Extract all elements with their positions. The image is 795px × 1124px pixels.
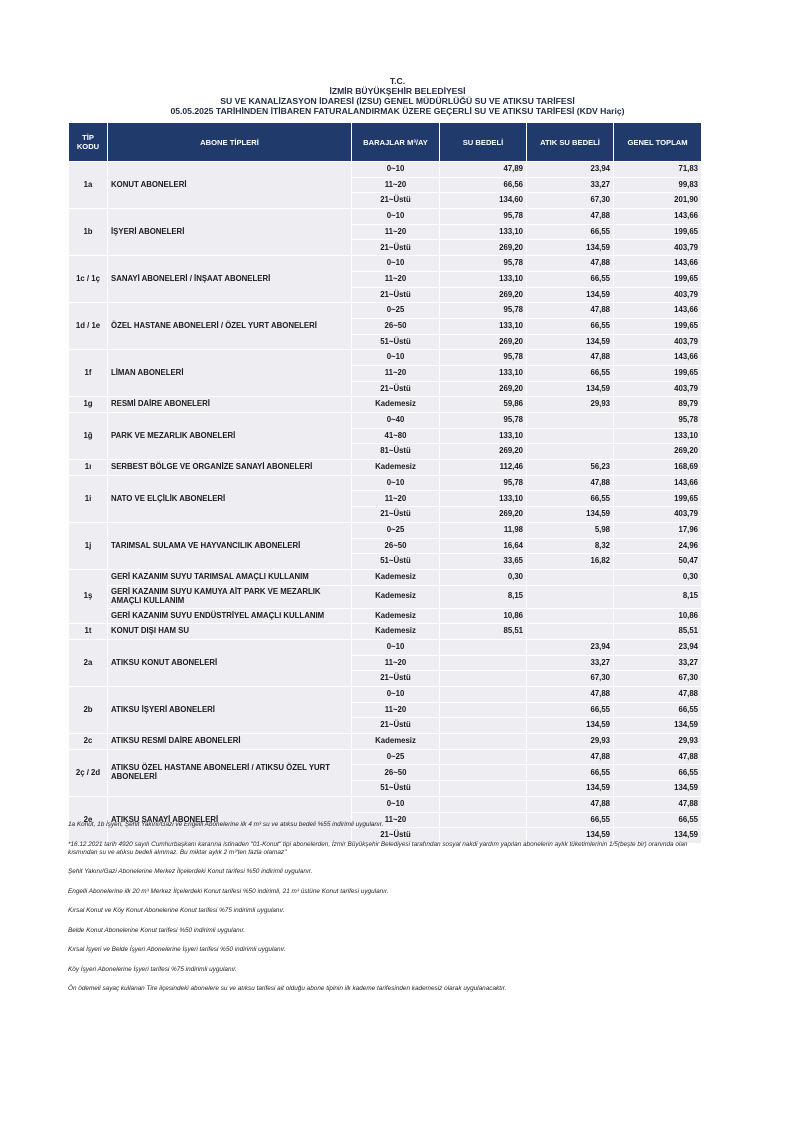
usage-range: 0~10 — [352, 162, 440, 178]
tip-code: 1f — [69, 350, 108, 397]
wastewater-price: 134,59 — [527, 828, 614, 844]
wastewater-price: 134,59 — [527, 507, 614, 523]
water-price: 66,56 — [440, 177, 527, 193]
wastewater-price: 66,55 — [527, 702, 614, 718]
subscriber-type: LİMAN ABONELERİ — [108, 350, 352, 397]
total-price: 134,59 — [614, 718, 702, 734]
water-price: 133,10 — [440, 271, 527, 287]
table-row — [69, 585, 702, 608]
wastewater-price: 47,88 — [527, 687, 614, 703]
total-price: 50,47 — [614, 554, 702, 570]
usage-range: 11~20 — [352, 365, 440, 381]
wastewater-price: 47,88 — [527, 749, 614, 765]
wastewater-price: 66,55 — [527, 224, 614, 240]
wastewater-price: 66,55 — [527, 765, 614, 781]
usage-range: 51~Üstü — [352, 334, 440, 350]
total-price: 403,79 — [614, 287, 702, 303]
water-price: 95,78 — [440, 209, 527, 225]
water-price: 134,60 — [440, 193, 527, 209]
total-price: 17,96 — [614, 522, 702, 538]
total-price: 143,66 — [614, 475, 702, 491]
usage-range: 21~Üstü — [352, 240, 440, 256]
wastewater-price: 47,88 — [527, 475, 614, 491]
total-price: 199,65 — [614, 224, 702, 240]
usage-range: 11~20 — [352, 491, 440, 507]
usage-range: 0~25 — [352, 522, 440, 538]
water-price — [440, 781, 527, 797]
wastewater-price: 16,82 — [527, 554, 614, 570]
water-price: 269,20 — [440, 287, 527, 303]
wastewater-price: 67,30 — [527, 671, 614, 687]
tip-code: 1i — [69, 475, 108, 522]
water-price — [440, 639, 527, 655]
total-price: 143,66 — [614, 209, 702, 225]
total-price: 168,69 — [614, 460, 702, 476]
total-price: 66,55 — [614, 812, 702, 828]
wastewater-price: 47,88 — [527, 796, 614, 812]
wastewater-price: 134,59 — [527, 718, 614, 734]
table-row — [69, 608, 702, 624]
document-header — [0, 76, 795, 116]
usage-range: 11~20 — [352, 655, 440, 671]
usage-range: 0~10 — [352, 687, 440, 703]
table-row — [69, 639, 702, 655]
total-price: 269,20 — [614, 444, 702, 460]
total-price: 133,10 — [614, 428, 702, 444]
water-price: 133,10 — [440, 318, 527, 334]
subscriber-type: KONUT ABONELERİ — [108, 162, 352, 209]
wastewater-price: 66,55 — [527, 491, 614, 507]
water-price — [440, 718, 527, 734]
table-row — [69, 162, 702, 178]
tip-code: 1d / 1e — [69, 303, 108, 350]
wastewater-price: 29,93 — [527, 734, 614, 750]
wastewater-price: 29,93 — [527, 397, 614, 413]
usage-range: 21~Üstü — [352, 507, 440, 523]
total-price: 143,66 — [614, 303, 702, 319]
header-line-3: SU VE KANALİZASYON İDARESİ (İZSU) GENEL MÜDÜRLÜĞÜ SU VE ATIKSU TARİFESİ — [220, 96, 575, 106]
total-price: 199,65 — [614, 271, 702, 287]
wastewater-price — [527, 608, 614, 624]
subscriber-type: KONUT DIŞI HAM SU — [108, 624, 352, 640]
subscriber-type: ATIKSU İŞYERİ ABONELERİ — [108, 687, 352, 734]
header-line-2: İZMİR BÜYÜKŞEHİR BELEDİYESİ — [329, 86, 466, 96]
water-price: 59,86 — [440, 397, 527, 413]
usage-range: 41~80 — [352, 428, 440, 444]
usage-range: 21~Üstü — [352, 718, 440, 734]
usage-range: 0~10 — [352, 256, 440, 272]
wastewater-price: 134,59 — [527, 381, 614, 397]
wastewater-price: 66,55 — [527, 365, 614, 381]
usage-range: 21~Üstü — [352, 381, 440, 397]
table-row — [69, 749, 702, 765]
total-price: 0,30 — [614, 569, 702, 585]
total-price: 403,79 — [614, 381, 702, 397]
tip-code: 1b — [69, 209, 108, 256]
water-price: 47,89 — [440, 162, 527, 178]
wastewater-price: 134,59 — [527, 781, 614, 797]
usage-range: 21~Üstü — [352, 828, 440, 844]
usage-range: 11~20 — [352, 224, 440, 240]
wastewater-price: 23,94 — [527, 639, 614, 655]
tip-code: 1ğ — [69, 413, 108, 460]
water-price: 95,78 — [440, 256, 527, 272]
wastewater-price: 47,88 — [527, 256, 614, 272]
wastewater-price: 66,55 — [527, 271, 614, 287]
tip-code: 2c — [69, 734, 108, 750]
table-row — [69, 256, 702, 272]
wastewater-price: 134,59 — [527, 334, 614, 350]
total-price: 33,27 — [614, 655, 702, 671]
water-price: 133,10 — [440, 428, 527, 444]
total-price: 29,93 — [614, 734, 702, 750]
subscriber-type: ÖZEL HASTANE ABONELERİ / ÖZEL YURT ABONELERİ — [108, 303, 352, 350]
water-price: 33,65 — [440, 554, 527, 570]
water-price: 269,20 — [440, 334, 527, 350]
water-price: 269,20 — [440, 240, 527, 256]
water-price — [440, 702, 527, 718]
wastewater-price: 47,88 — [527, 209, 614, 225]
tip-code: 2ç / 2d — [69, 749, 108, 796]
usage-range: Kademesiz — [352, 397, 440, 413]
subscriber-type: GERİ KAZANIM SUYU ENDÜSTRİYEL AMAÇLI KULLANIM — [108, 608, 352, 624]
subscriber-type: SANAYİ ABONELERİ / İNŞAAT ABONELERİ — [108, 256, 352, 303]
water-price: 133,10 — [440, 491, 527, 507]
subscriber-type: İŞYERİ ABONELERİ — [108, 209, 352, 256]
total-price: 71,83 — [614, 162, 702, 178]
total-price: 201,90 — [614, 193, 702, 209]
subscriber-type: PARK VE MEZARLIK ABONELERİ — [108, 413, 352, 460]
water-price: 95,78 — [440, 303, 527, 319]
footnote: Kırsal İşyeri ve Belde İşyeri Abonelerine İşyeri tarifesi %50 indirimli uygulanır. — [68, 946, 286, 953]
water-price: 11,98 — [440, 522, 527, 538]
footnote: 1a Konut, 1b İşyeri, Şehit Yakını/Gazi ve Engelli Abonelerine ilk 4 m³ su ve atıksu bedeli %55 indirimli uygulanır. — [68, 821, 384, 828]
water-price — [440, 734, 527, 750]
table-row — [69, 522, 702, 538]
water-price: 10,86 — [440, 608, 527, 624]
total-price: 143,66 — [614, 256, 702, 272]
header-line-1: T.C. — [389, 76, 406, 86]
usage-range: 51~Üstü — [352, 781, 440, 797]
water-price — [440, 765, 527, 781]
tip-code: 1c / 1ç — [69, 256, 108, 303]
subscriber-type: NATO VE ELÇİLİK ABONELERİ — [108, 475, 352, 522]
tip-code: 2b — [69, 687, 108, 734]
tip-code: 1g — [69, 397, 108, 413]
water-price: 133,10 — [440, 365, 527, 381]
table-row — [69, 413, 702, 429]
tip-code: 1ı — [69, 460, 108, 476]
footnote: Ön ödemeli sayaç kullanan Tire ilçesindeki abonelere su ve atıksu tarifesi ait olduğu abone tipinin ilk kademe tarifesinden kademesiz olarak uygulanacaktır. — [68, 985, 507, 992]
wastewater-price: 66,55 — [527, 318, 614, 334]
total-price: 10,86 — [614, 608, 702, 624]
wastewater-price: 8,32 — [527, 538, 614, 554]
col-header-type: ABONE TİPLERİ — [108, 123, 352, 162]
usage-range: 0~10 — [352, 350, 440, 366]
wastewater-price: 23,94 — [527, 162, 614, 178]
usage-range: Kademesiz — [352, 734, 440, 750]
water-price — [440, 749, 527, 765]
tariff-table — [68, 122, 702, 844]
water-price — [440, 655, 527, 671]
table-row — [69, 624, 702, 640]
usage-range: Kademesiz — [352, 569, 440, 585]
subscriber-type: TARIMSAL SULAMA VE HAYVANCILIK ABONELERİ — [108, 522, 352, 569]
table-row — [69, 350, 702, 366]
usage-range: 0~40 — [352, 413, 440, 429]
water-price: 95,78 — [440, 350, 527, 366]
usage-range: 0~10 — [352, 639, 440, 655]
total-price: 134,59 — [614, 781, 702, 797]
wastewater-price: 134,59 — [527, 287, 614, 303]
table-row — [69, 796, 702, 812]
water-price: 95,78 — [440, 475, 527, 491]
total-price: 403,79 — [614, 240, 702, 256]
subscriber-type: SERBEST BÖLGE VE ORGANİZE SANAYİ ABONELERİ — [108, 460, 352, 476]
usage-range: 81~Üstü — [352, 444, 440, 460]
total-price: 85,51 — [614, 624, 702, 640]
table-row — [69, 569, 702, 585]
tip-code: 2a — [69, 639, 108, 686]
usage-range: Kademesiz — [352, 460, 440, 476]
water-price: 0,30 — [440, 569, 527, 585]
wastewater-price — [527, 444, 614, 460]
total-price: 47,88 — [614, 687, 702, 703]
total-price: 134,59 — [614, 828, 702, 844]
wastewater-price: 66,55 — [527, 812, 614, 828]
usage-range: 11~20 — [352, 812, 440, 828]
footnotes — [68, 821, 708, 1005]
usage-range: 26~50 — [352, 765, 440, 781]
total-price: 95,78 — [614, 413, 702, 429]
wastewater-price: 5,98 — [527, 522, 614, 538]
usage-range: 26~50 — [352, 318, 440, 334]
col-header-total: GENEL TOPLAM — [614, 123, 702, 162]
water-price: 269,20 — [440, 444, 527, 460]
footnote: Kırsal Konut ve Köy Konut Abonelerine Konut tarifesi %75 indirimli uygulanır. — [68, 907, 285, 914]
usage-range: 0~10 — [352, 475, 440, 491]
usage-range: 11~20 — [352, 271, 440, 287]
water-price: 95,78 — [440, 413, 527, 429]
table-row — [69, 303, 702, 319]
total-price: 143,66 — [614, 350, 702, 366]
subscriber-type: ATIKSU ÖZEL HASTANE ABONELERİ / ATIKSU ÖZEL YURT ABONELERİ — [108, 749, 352, 796]
usage-range: 0~25 — [352, 303, 440, 319]
wastewater-price — [527, 569, 614, 585]
footnote: Engelli Abonelerine ilk 20 m³ Merkez İlçelerdeki Konut tarifesi %50 indirimli, 21 m³ üstüne Konut tarifesi uygulanır. — [68, 887, 389, 895]
total-price: 199,65 — [614, 491, 702, 507]
total-price: 66,55 — [614, 702, 702, 718]
col-header-water: SU BEDELİ — [440, 123, 527, 162]
water-price: 133,10 — [440, 224, 527, 240]
total-price: 24,96 — [614, 538, 702, 554]
water-price: 16,64 — [440, 538, 527, 554]
header-line-4: 05.05.2025 TARİHİNDEN İTİBAREN FATURALANDIRMAK ÜZERE GEÇERLİ SU VE ATIKSU TARİFESİ (KDV Hariç) — [170, 106, 625, 116]
subscriber-type: GERİ KAZANIM SUYU TARIMSAL AMAÇLI KULLANIM — [108, 569, 352, 585]
tip-code: 2e — [69, 796, 108, 843]
col-header-code: TİP KODU — [69, 123, 108, 162]
col-header-range: BARAJLAR M³/AY — [352, 123, 440, 162]
subscriber-type: ATIKSU KONUT ABONELERİ — [108, 639, 352, 686]
water-price — [440, 687, 527, 703]
wastewater-price — [527, 624, 614, 640]
col-header-waste: ATIK SU BEDELİ — [527, 123, 614, 162]
wastewater-price: 67,30 — [527, 193, 614, 209]
tip-code: 1t — [69, 624, 108, 640]
usage-range: 0~10 — [352, 796, 440, 812]
wastewater-price: 47,88 — [527, 350, 614, 366]
table-header-row — [69, 123, 702, 162]
total-price: 199,65 — [614, 318, 702, 334]
subscriber-type: GERİ KAZANIM SUYU KAMUYA AİT PARK VE MEZARLIK AMAÇLI KULLANIM — [108, 585, 352, 608]
footnote: Belde Konut Abonelerine Konut tarifesi %50 indirimli uygulanır. — [68, 926, 246, 934]
total-price: 89,79 — [614, 397, 702, 413]
usage-range: 0~25 — [352, 749, 440, 765]
total-price: 47,88 — [614, 796, 702, 812]
table-row — [69, 397, 702, 413]
wastewater-price — [527, 428, 614, 444]
table-row — [69, 209, 702, 225]
tip-code: 1ş — [69, 569, 108, 623]
total-price: 199,65 — [614, 365, 702, 381]
usage-range: 11~20 — [352, 177, 440, 193]
wastewater-price: 33,27 — [527, 655, 614, 671]
water-price — [440, 671, 527, 687]
usage-range: 21~Üstü — [352, 671, 440, 687]
water-price: 269,20 — [440, 507, 527, 523]
table-row — [69, 475, 702, 491]
table-row — [69, 734, 702, 750]
water-price: 269,20 — [440, 381, 527, 397]
wastewater-price: 134,59 — [527, 240, 614, 256]
wastewater-price: 33,27 — [527, 177, 614, 193]
subscriber-type: ATIKSU SANAYİ ABONELERİ — [108, 796, 352, 843]
water-price — [440, 796, 527, 812]
wastewater-price — [527, 413, 614, 429]
water-price: 112,46 — [440, 460, 527, 476]
tip-code: 1j — [69, 522, 108, 569]
total-price: 47,88 — [614, 749, 702, 765]
table-body — [69, 162, 702, 844]
tip-code: 1a — [69, 162, 108, 209]
usage-range: 51~Üstü — [352, 554, 440, 570]
total-price: 403,79 — [614, 334, 702, 350]
total-price: 66,55 — [614, 765, 702, 781]
total-price: 23,94 — [614, 639, 702, 655]
footnote: Köy İşyeri Abonelerine İşyeri tarifesi %75 indirimli uygulanır. — [68, 965, 237, 973]
usage-range: Kademesiz — [352, 585, 440, 608]
usage-range: Kademesiz — [352, 624, 440, 640]
usage-range: 26~50 — [352, 538, 440, 554]
total-price: 8,15 — [614, 585, 702, 608]
wastewater-price: 47,88 — [527, 303, 614, 319]
usage-range: 11~20 — [352, 702, 440, 718]
usage-range: 21~Üstü — [352, 287, 440, 303]
subscriber-type: RESMİ DAİRE ABONELERİ — [108, 397, 352, 413]
subscriber-type: ATIKSU RESMİ DAİRE ABONELERİ — [108, 734, 352, 750]
water-price: 8,15 — [440, 585, 527, 608]
usage-range: Kademesiz — [352, 608, 440, 624]
total-price: 67,30 — [614, 671, 702, 687]
table-row — [69, 687, 702, 703]
total-price: 403,79 — [614, 507, 702, 523]
total-price: 99,83 — [614, 177, 702, 193]
usage-range: 21~Üstü — [352, 193, 440, 209]
water-price: 85,51 — [440, 624, 527, 640]
usage-range: 0~10 — [352, 209, 440, 225]
footnote: Şehit Yakını/Gazi Abonelerine Merkez İlçelerdeki Konut tarifesi %50 indirimli uygulanır. — [68, 868, 313, 875]
wastewater-price: 56,23 — [527, 460, 614, 476]
wastewater-price — [527, 585, 614, 608]
table-row — [69, 460, 702, 476]
footnote: *16.12.2021 tarih 4920 sayılı Cumhurbaşkanı kararına istinaden "01-Konut" tipi abonelerden, İzmir Büyükşehir Belediyesi tarafından sosyal nakdi yardım yapılan abonelerin aylık tüketimlerinin 1/5(beşte bir) oranında olan kısmından su ve atıksu bedeli alınmaz. Bu miktar aylık 2 m³'ten fazla olamaz" — [68, 840, 688, 856]
